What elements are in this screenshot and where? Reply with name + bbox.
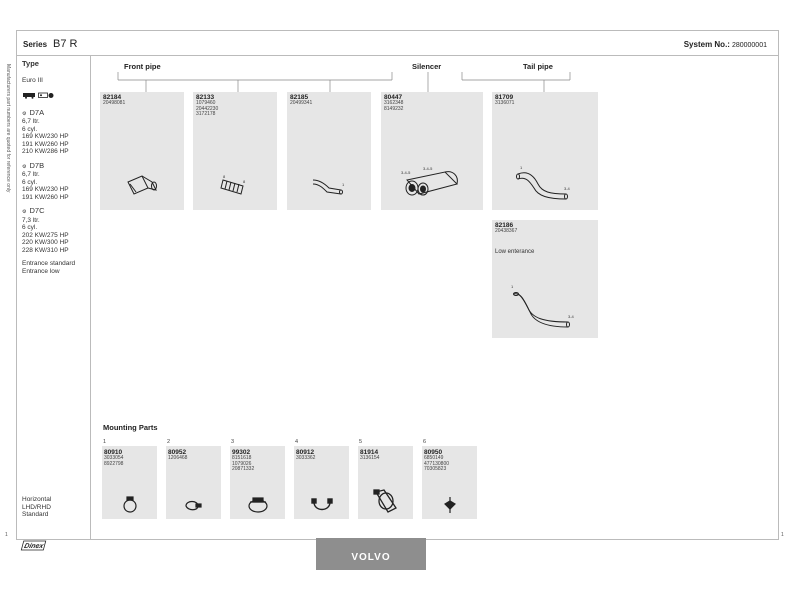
oem-number: 20498081 bbox=[103, 100, 126, 106]
oem-numbers bbox=[232, 456, 254, 473]
oem-number: 477130800 bbox=[424, 460, 450, 467]
engine-icon: ⚙ bbox=[22, 209, 27, 215]
mounting-index: 4 bbox=[295, 439, 299, 445]
part-card[interactable] bbox=[381, 92, 483, 210]
part-note: Low enterance bbox=[495, 249, 535, 255]
mounting-index: 1 bbox=[103, 439, 107, 445]
reference-note-text: Manufacturers part numbers are quoted for reference only bbox=[5, 64, 11, 193]
oem-numbers bbox=[495, 229, 517, 235]
part-number: 99302 bbox=[232, 449, 251, 456]
engine-spec: 169 KW/230 HP bbox=[22, 186, 69, 193]
oem-numbers bbox=[384, 101, 403, 112]
svg-text:3-4: 3-4 bbox=[564, 186, 570, 191]
type-title: Type bbox=[22, 59, 39, 68]
oem-numbers bbox=[424, 456, 449, 473]
part-number: 80952 bbox=[168, 449, 187, 456]
oem-numbers bbox=[296, 456, 315, 462]
part-card[interactable] bbox=[492, 220, 598, 338]
oem-numbers bbox=[103, 101, 125, 107]
logo-text: Dinex bbox=[23, 542, 45, 551]
part-number: 80910 bbox=[104, 449, 123, 456]
oem-number: 8149232 bbox=[384, 105, 404, 112]
oem-number: 20438367 bbox=[495, 228, 518, 234]
mounting-part-card[interactable] bbox=[422, 439, 477, 519]
oem-number: 3136071 bbox=[495, 100, 515, 106]
svg-text:1: 1 bbox=[520, 165, 523, 170]
series-label: Series bbox=[23, 40, 48, 49]
orientation-line: Horizontal bbox=[22, 496, 52, 503]
bent-pipe-drawing-icon bbox=[309, 172, 349, 198]
part-card[interactable] bbox=[287, 92, 371, 210]
entrance-options bbox=[22, 260, 88, 275]
orientation-line: Standard bbox=[22, 511, 49, 518]
clamp-icon bbox=[310, 494, 334, 514]
series-value: B7 R bbox=[53, 38, 78, 50]
oem-number: 20442230 bbox=[196, 105, 219, 112]
engine-spec: 6 cyl. bbox=[22, 224, 38, 231]
engine-d7c bbox=[22, 207, 88, 254]
mounting-index: 3 bbox=[231, 439, 235, 445]
engine-name: D7C bbox=[29, 206, 45, 215]
oem-numbers bbox=[360, 456, 379, 462]
clamp-icon bbox=[120, 496, 140, 514]
tail-pipe-low-drawing-icon bbox=[510, 282, 580, 332]
silencer-heading: Silencer bbox=[412, 62, 442, 71]
mounting-parts-title: Mounting Parts bbox=[103, 423, 158, 432]
part-card[interactable] bbox=[100, 92, 184, 210]
part-card[interactable] bbox=[193, 92, 277, 210]
brand-label: VOLVO bbox=[316, 538, 426, 570]
mounting-part-card[interactable] bbox=[294, 439, 349, 519]
svg-text:3-4-5: 3-4-5 bbox=[423, 166, 433, 171]
mounting-part-card[interactable] bbox=[166, 439, 221, 519]
system-value: 280000001 bbox=[731, 42, 767, 49]
engine-spec: 228 KW/310 HP bbox=[22, 246, 69, 254]
mounting-part-card[interactable] bbox=[102, 439, 157, 519]
oem-number: 1206468 bbox=[168, 455, 188, 461]
clamp-icon bbox=[182, 496, 204, 514]
oem-number: 70305823 bbox=[424, 466, 447, 472]
part-number: 82186 bbox=[495, 222, 514, 229]
svg-text:8: 8 bbox=[223, 174, 226, 179]
part-number: 81709 bbox=[495, 94, 514, 101]
tail-pipe-heading: Tail pipe bbox=[523, 62, 553, 71]
engine-spec: 6 cyl. bbox=[22, 178, 38, 186]
oem-number: 3172178 bbox=[196, 111, 216, 117]
header-divider bbox=[16, 55, 779, 56]
engine-spec: 6 cyl. bbox=[22, 125, 38, 133]
system-label: System No.: bbox=[683, 40, 730, 49]
engine-spec: 6,7 ltr. bbox=[22, 171, 40, 178]
clamp-icon bbox=[370, 486, 402, 516]
svg-text:3-4: 3-4 bbox=[568, 314, 574, 319]
svg-text:1: 1 bbox=[511, 284, 514, 289]
engine-spec: 202 KW/275 HP bbox=[22, 231, 69, 239]
engine-name: D7A bbox=[29, 107, 45, 117]
part-number: 80912 bbox=[296, 449, 315, 456]
flex-pipe-drawing-icon bbox=[217, 172, 253, 200]
mounting-index: 2 bbox=[167, 439, 171, 445]
mounting-index: 6 bbox=[423, 439, 427, 445]
page-number-left: 1 bbox=[5, 532, 8, 538]
svg-text:1: 1 bbox=[342, 182, 345, 187]
oem-numbers bbox=[495, 101, 514, 107]
oem-number: 3162348 bbox=[384, 100, 404, 106]
oem-numbers bbox=[196, 101, 218, 118]
oem-number: 20871332 bbox=[232, 466, 255, 472]
reference-note bbox=[2, 64, 12, 234]
series-heading bbox=[23, 38, 78, 50]
orientation-line: LHD/RHD bbox=[22, 503, 51, 511]
mounting-orientation bbox=[22, 496, 51, 519]
silencer-drawing-icon bbox=[399, 162, 465, 202]
oem-number: 3033054 bbox=[104, 455, 124, 461]
entrance-low: Entrance low bbox=[22, 267, 60, 275]
svg-text:8: 8 bbox=[243, 179, 246, 184]
engine-spec: 191 KW/260 HP bbox=[22, 140, 69, 148]
type-sidebar bbox=[22, 60, 88, 275]
part-number: 80950 bbox=[424, 449, 443, 456]
oem-numbers bbox=[104, 456, 123, 467]
mounting-index: 5 bbox=[359, 439, 363, 445]
engine-spec: 169 KW/230 HP bbox=[22, 133, 69, 140]
engine-d7a bbox=[22, 109, 88, 156]
clamp-icon bbox=[244, 494, 272, 514]
oem-number: 3033362 bbox=[296, 455, 316, 461]
oem-numbers bbox=[168, 456, 187, 462]
oem-number: 3136154 bbox=[360, 455, 380, 461]
part-card[interactable] bbox=[492, 92, 598, 210]
mounting-part-card[interactable] bbox=[230, 439, 285, 519]
entrance-standard: Entrance standard bbox=[22, 260, 76, 267]
oem-numbers bbox=[290, 101, 312, 107]
engine-spec: 210 KW/286 HP bbox=[22, 148, 69, 155]
engine-spec: 191 KW/260 HP bbox=[22, 193, 69, 201]
part-number: 81914 bbox=[360, 449, 379, 456]
euro-class: Euro III bbox=[22, 76, 43, 84]
part-number: 80447 bbox=[384, 94, 403, 101]
engine-spec: 6,7 ltr. bbox=[22, 118, 40, 125]
engine-name: D7B bbox=[29, 160, 45, 170]
mounting-part-card[interactable] bbox=[358, 439, 413, 519]
oem-number: 1079460 bbox=[196, 100, 216, 106]
oem-number: 20499341 bbox=[290, 100, 313, 106]
engine-d7b bbox=[22, 162, 88, 202]
sidebar-divider bbox=[90, 55, 91, 540]
bus-icon bbox=[22, 92, 36, 99]
oem-number: 8151618 bbox=[232, 455, 252, 461]
engine-spec: 7,3 ltr. bbox=[22, 216, 40, 224]
oem-number: 1079026 bbox=[232, 460, 252, 467]
front-pipe-heading: Front pipe bbox=[124, 62, 161, 71]
part-number: 82184 bbox=[103, 94, 122, 101]
engine-icon: ⚙ bbox=[22, 110, 27, 117]
tail-pipe-drawing-icon bbox=[510, 164, 576, 204]
lhd-rhd-icon bbox=[38, 92, 56, 99]
svg-text:3-4-5: 3-4-5 bbox=[401, 170, 411, 175]
front-pipe-drawing-icon bbox=[122, 170, 162, 198]
engine-icon: ⚙ bbox=[22, 163, 27, 170]
part-number: 82133 bbox=[196, 94, 215, 101]
rubber-mount-icon bbox=[442, 496, 458, 514]
part-number: 82185 bbox=[290, 94, 309, 101]
oem-number: 8922798 bbox=[104, 460, 124, 467]
engine-spec: 220 KW/300 HP bbox=[22, 239, 69, 246]
page-number-right: 1 bbox=[781, 532, 784, 538]
system-number bbox=[684, 40, 767, 49]
oem-number: 6850149 bbox=[424, 455, 444, 461]
dinex-logo bbox=[20, 540, 50, 552]
